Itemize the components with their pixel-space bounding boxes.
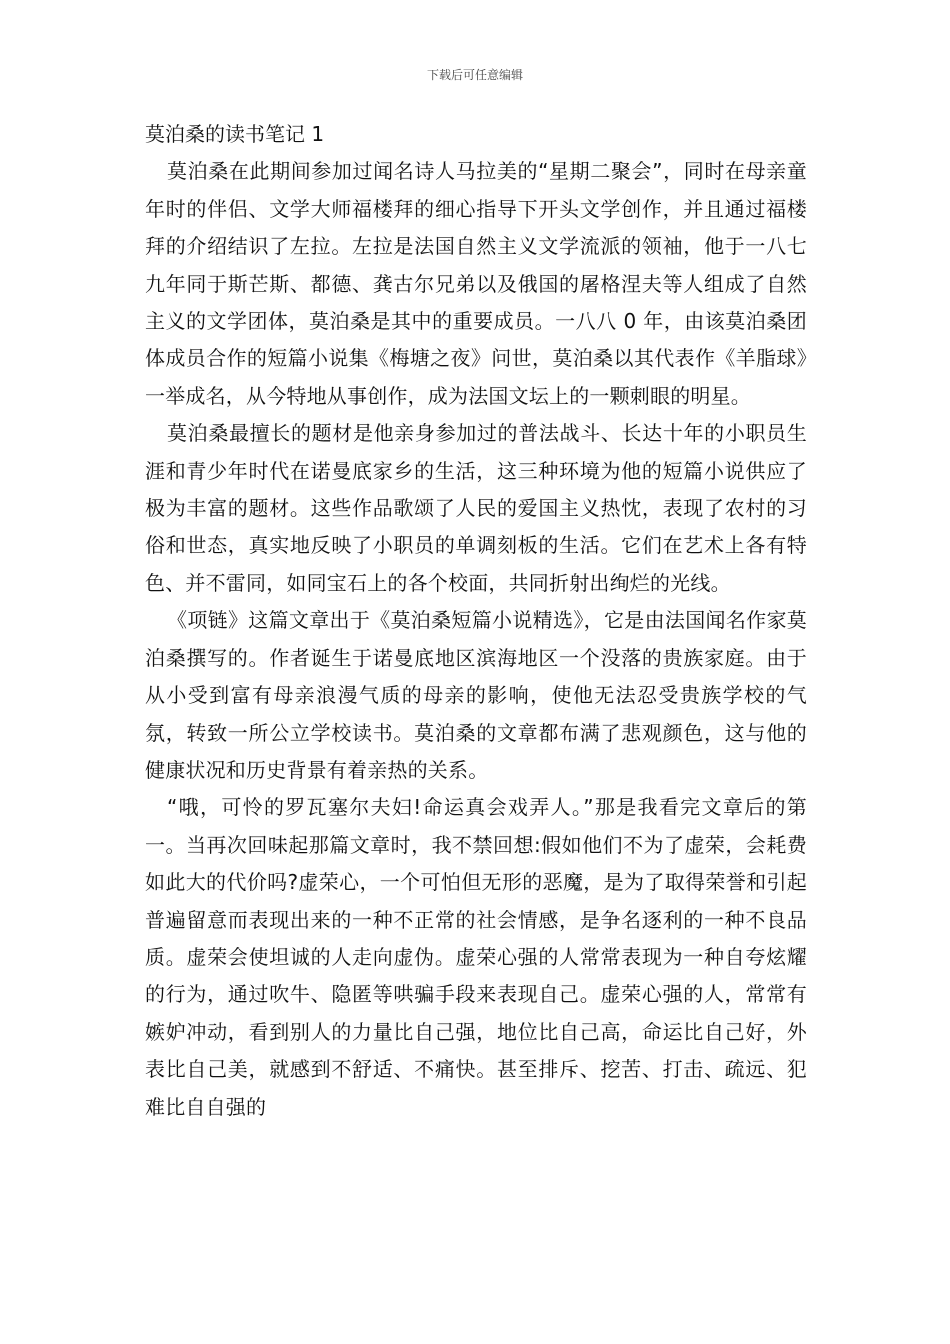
paragraph-4: “哦，可怜的罗瓦塞尔夫妇!命运真会戏弄人。”那是我看完文章后的第一。当再次回味起那篇文章时，我不禁回想:假如他们不为了虚荣，会耗费如此大的代价吗?虚荣心，一个可怕但无形的恶魔，是为了取得荣誉和引起普遍留意而表现出来的一种不正常的社会情感，是争名逐利的一种不良品质。虚荣会使坦诚的人走向虚伪。虚荣心强的人常常表现为一种自夸炫耀的行为，通过吹牛、隐匿等哄骗手段来表现自己。虚荣心强的人，常常有嫉妒冲动，看到别人的力量比自己强，地位比自己高，命运比自己好，外表比自己美，就感到不舒适、不痛快。甚至排斥、挖苦、打击、疏远、犯难比自自强的 <box>145 795 807 1119</box>
paragraph-3: 《项链》这篇文章出于《莫泊桑短篇小说精选》，它是由法国闻名作家莫泊桑撰写的。作者诞生于诺曼底地区滨海地区一个没落的贵族家庭。由于从小受到富有母亲浪漫气质的母亲的影响，使他无法忍受贵族学校的气氛，转致一所公立学校读书。莫泊桑的文章都布满了悲观颜色，这与他的健康状况和历史背景有着亲热的关系。 <box>145 608 807 782</box>
header-note: 下载后可任意编辑 <box>426 68 523 82</box>
paragraph-1: 莫泊桑在此期间参加过闻名诗人马拉美的“星期二聚会”，同时在母亲童年时的伴侣、文学大师福楼拜的细心指导下开头文学创作，并且通过福楼拜的介绍结识了左拉。左拉是法国自然主义文学流派的领袖，他于一八七九年同于斯芒斯、都德、龚古尔兄弟以及俄国的屠格涅夫等人组成了自然主义的文学团体，莫泊桑是其中的重要成员。一八八 0 年，由该莫泊桑团体成员合作的短篇小说集《梅塘之夜》问世，莫泊桑以其代表作《羊脂球》一举成名，从今特地从事创作，成为法国文坛上的一颗刺眼的明星。 <box>145 159 807 408</box>
document-body <box>145 116 807 1126</box>
paragraph-2: 莫泊桑最擅长的题材是他亲身参加过的普法战斗、长达十年的小职员生涯和青少年时代在诺曼底家乡的生活，这三种环境为他的短篇小说供应了极为丰富的题材。这些作品歌颂了人民的爱国主义热忱，表现了农村的习俗和世态，真实地反映了小职员的单调刻板的生活。它们在艺术上各有特色、并不雷同，如同宝石上的各个校面，共同折射出绚烂的光线。 <box>145 421 807 595</box>
document-title: 莫泊桑的读书笔记 1 <box>145 122 325 146</box>
